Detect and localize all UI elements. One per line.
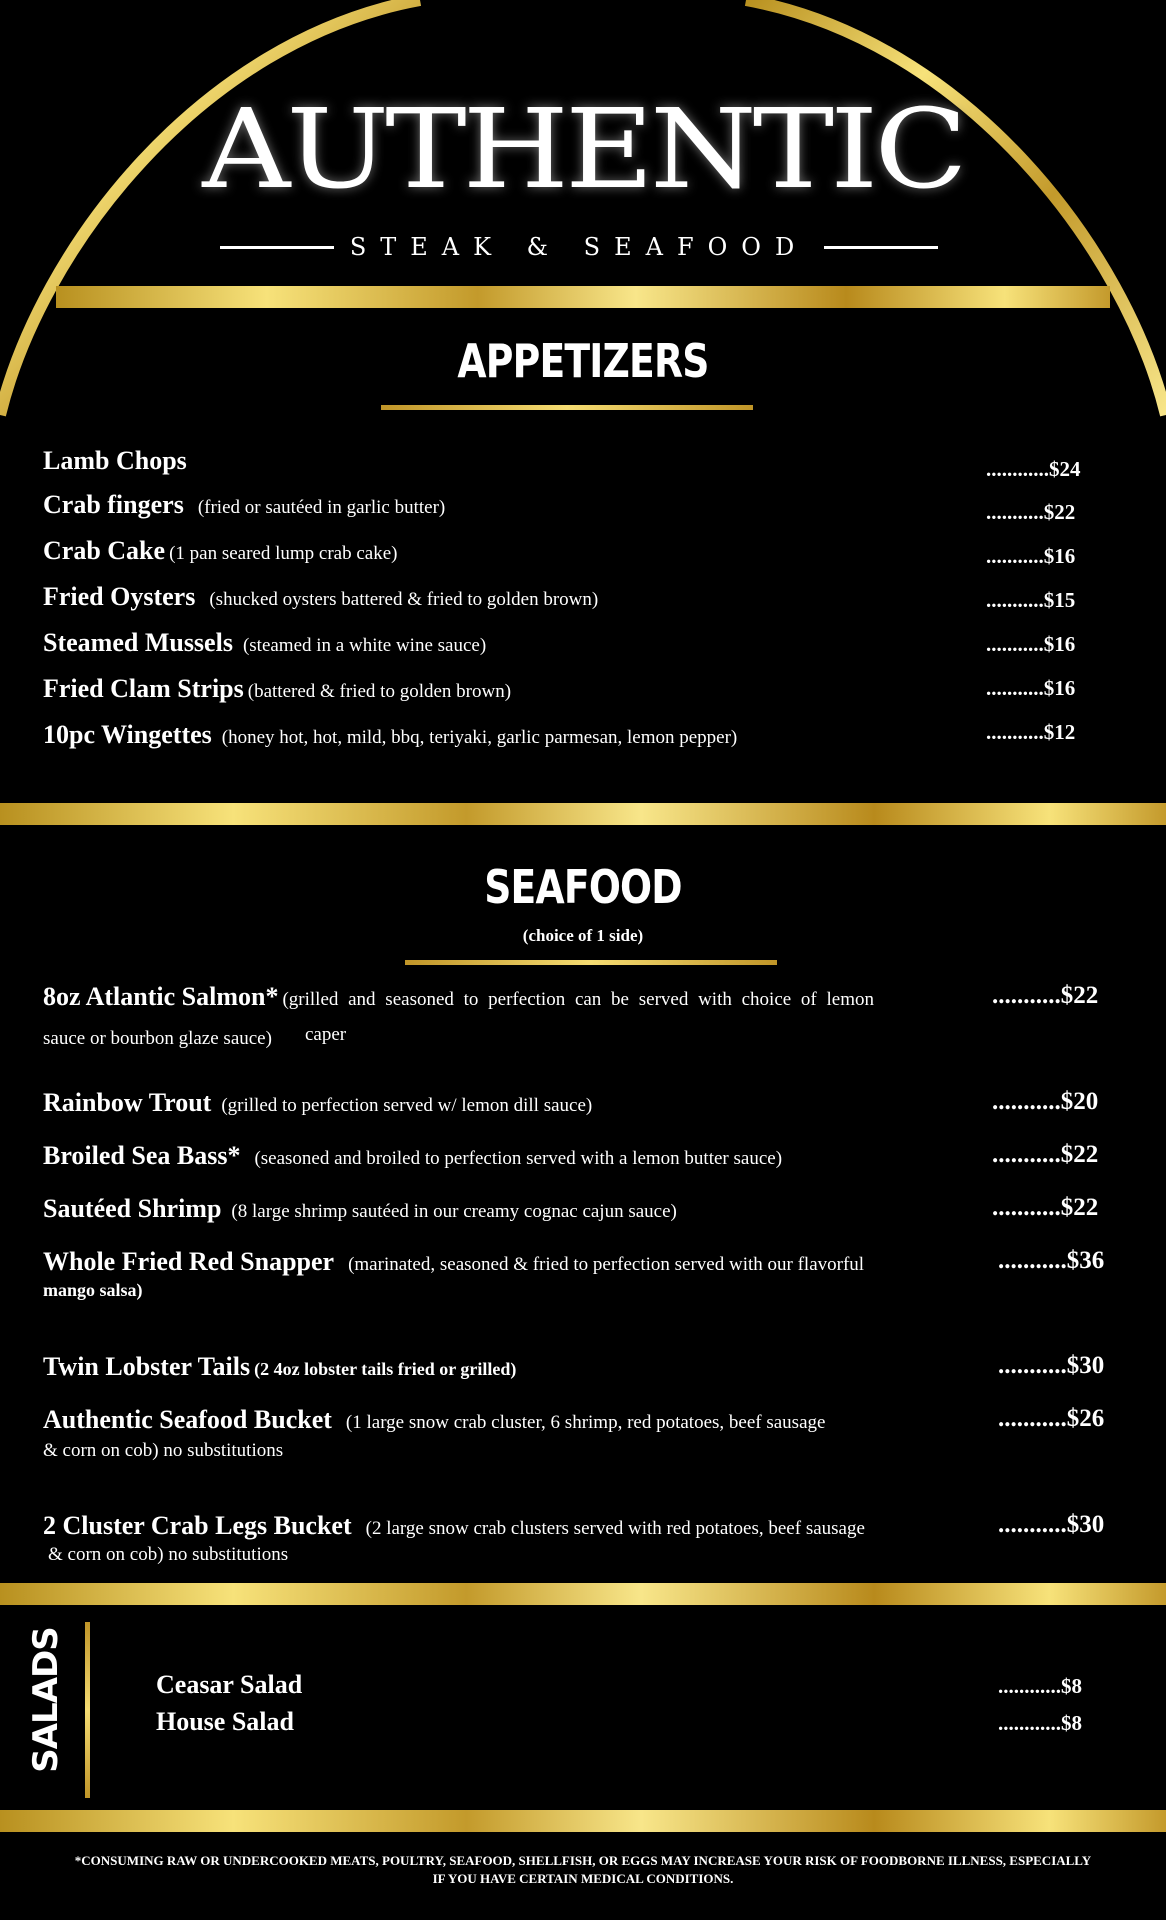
item-price: ...........$16 [986, 676, 1076, 700]
item-name: Whole Fried Red Snapper [43, 1247, 335, 1276]
item-description: (2 4oz lobster tails fried or grilled) [254, 1359, 517, 1379]
item-price: ...........$26 [998, 1405, 1105, 1432]
footer-gold-band [0, 1810, 1166, 1832]
menu-item [43, 582, 598, 612]
disclaimer-line-1: *CONSUMING RAW OR UNDERCOOKED MEATS, POULTRY, SEAFOOD, SHELLFISH, OR EGGS MAY INCREASE YOUR RISK OF FOODBORNE ILLNESS, ESPECIALLY [74, 1853, 1092, 1868]
item-description: (grilled to perfection served w/ lemon dill sauce) [221, 1095, 593, 1116]
item-name: Fried Oysters [43, 582, 196, 611]
item-name: 8oz Atlantic Salmon* [43, 982, 279, 1011]
item-name: Twin Lobster Tails [43, 1352, 251, 1381]
item-description: (1 large snow crab cluster, 6 shrimp, red potatoes, beef sausage [345, 1412, 826, 1433]
header-gold-band [56, 286, 1110, 308]
item-note: no substitutions [168, 1544, 289, 1565]
item-name: Lamb Chops [43, 446, 187, 475]
menu-item [43, 1088, 592, 1118]
item-description: (8 large shrimp sautéed in our creamy cognac cajun sauce) [231, 1201, 677, 1222]
item-name: Rainbow Trout [43, 1088, 212, 1117]
appetizers-title-rule [381, 405, 753, 410]
item-description: (grilled and seasoned to perfection can be served with choice of lemon [282, 989, 874, 1010]
menu-item [43, 446, 187, 476]
item-price: ...........$20 [992, 1088, 1099, 1115]
item-description-extra: caper [305, 1024, 347, 1045]
brand-logo: AUTHENTIC [202, 85, 964, 213]
item-price: ...........$30 [998, 1511, 1105, 1538]
item-price: ...........$22 [992, 1141, 1099, 1168]
seafood-title-rule [405, 960, 777, 965]
item-description: (2 large snow crab clusters served with red potatoes, beef sausage [365, 1518, 865, 1539]
item-description: (1 pan seared lump crab cake) [169, 543, 398, 564]
tagline-rule-right [824, 246, 938, 249]
item-price: ...........$12 [986, 720, 1076, 744]
appetizers-title: APPETIZERS [457, 334, 709, 388]
item-note: no substitutions [163, 1440, 284, 1461]
item-description: (battered & fried to golden brown) [247, 681, 512, 702]
disclaimer-line-2: IF YOU HAVE CERTAIN MEDICAL CONDITIONS. [432, 1871, 734, 1886]
item-price: ...........$30 [998, 1352, 1105, 1379]
item-description-text: & corn on cob) [48, 1544, 164, 1565]
item-description: (fried or sautéed in garlic butter) [197, 497, 446, 518]
item-name: Crab fingers [43, 490, 184, 519]
item-price: ...........$22 [986, 500, 1076, 524]
menu-item [43, 720, 737, 750]
item-description-cont: mango salsa) [43, 1280, 143, 1300]
salad-item-price: ............$8 [998, 1711, 1082, 1735]
tagline-rule-left [220, 246, 334, 249]
menu-item [43, 1405, 825, 1435]
section-gold-band [0, 1583, 1166, 1605]
item-name: 2 Cluster Crab Legs Bucket [43, 1511, 352, 1540]
menu-item [43, 982, 874, 1012]
salads-divider [85, 1622, 90, 1798]
item-description-cont: sauce or bourbon glaze sauce) [43, 1028, 272, 1049]
item-name: Authentic Seafood Bucket [43, 1405, 332, 1434]
brand-tagline: STEAK & SEAFOOD [349, 233, 809, 261]
item-name: Broiled Sea Bass* [43, 1141, 241, 1170]
menu-item [43, 1511, 865, 1541]
salad-item-name: House Salad [156, 1707, 294, 1736]
item-name: 10pc Wingettes [43, 720, 212, 749]
salads-title [16, 1627, 76, 1773]
section-gold-band [0, 803, 1166, 825]
item-price: ...........$22 [992, 982, 1099, 1009]
menu-item [43, 1141, 782, 1171]
item-description: (shucked oysters battered & fried to golden brown) [209, 589, 599, 610]
item-description: (marinated, seasoned & fried to perfection served with our flavorful [348, 1254, 865, 1275]
seafood-subtitle: (choice of 1 side) [522, 926, 644, 945]
item-price: ...........$15 [986, 588, 1076, 612]
item-name: Fried Clam Strips [43, 674, 244, 703]
menu-item [43, 674, 511, 704]
item-price: ...........$16 [986, 544, 1076, 568]
item-price: ............$24 [986, 457, 1081, 481]
item-description-text: & corn on cob) [43, 1440, 159, 1461]
item-name: Crab Cake [43, 536, 166, 565]
foodborne-illness-disclaimer [40, 1852, 1126, 1888]
menu-item [43, 628, 486, 658]
item-name: Steamed Mussels [43, 628, 233, 657]
item-description: (honey hot, hot, mild, bbq, teriyaki, garlic parmesan, lemon pepper) [221, 727, 738, 748]
menu-item [43, 490, 445, 520]
menu-item [43, 536, 397, 566]
salad-item-name: Ceasar Salad [156, 1670, 303, 1699]
brand-tagline-row [220, 232, 938, 262]
item-price: ...........$16 [986, 632, 1076, 656]
item-description: (steamed in a white wine sauce) [242, 635, 487, 656]
item-description: (seasoned and broiled to perfection served with a lemon butter sauce) [254, 1148, 783, 1169]
item-name: Sautéed Shrimp [43, 1194, 222, 1223]
item-description-cont [43, 1440, 283, 1462]
item-price: ...........$36 [998, 1247, 1105, 1274]
menu-item [43, 1194, 677, 1224]
menu-item [43, 1247, 864, 1277]
menu-item [43, 1352, 516, 1382]
seafood-title: SEAFOOD [484, 860, 682, 914]
salad-item-price: ............$8 [998, 1674, 1082, 1698]
item-description-cont [48, 1544, 288, 1566]
item-price: ...........$22 [992, 1194, 1099, 1221]
salads-title-text: SALADS [26, 1627, 66, 1773]
